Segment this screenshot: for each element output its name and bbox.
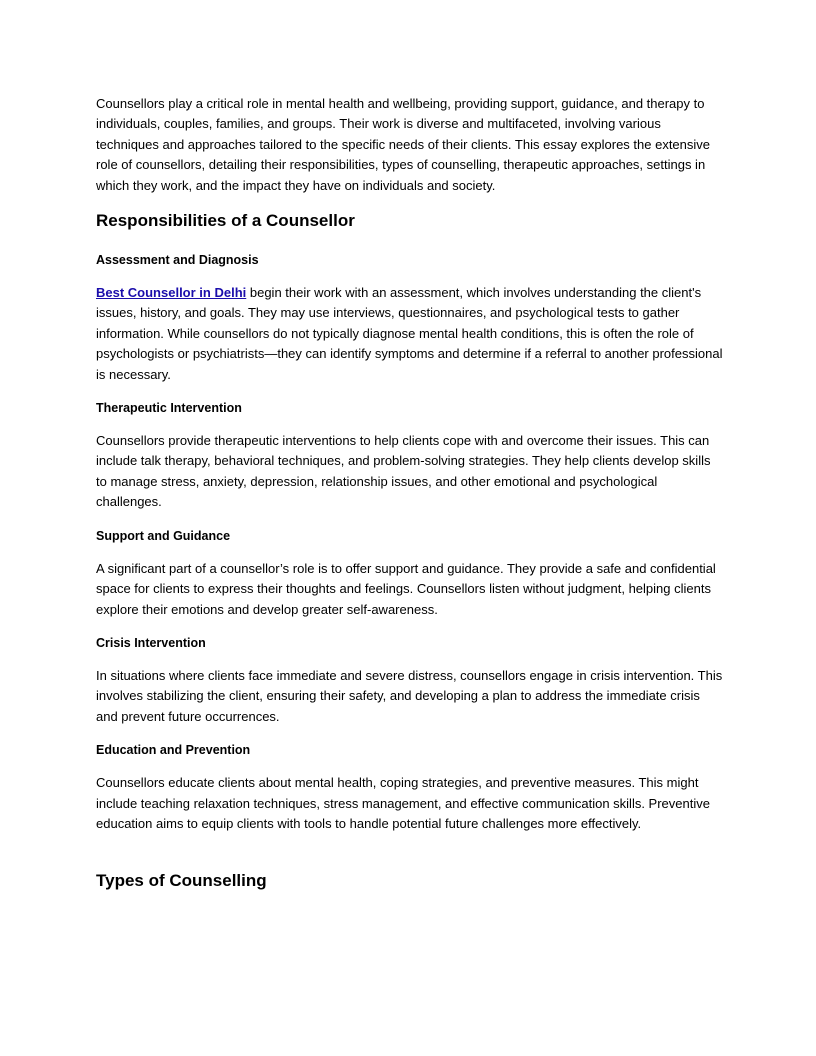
crisis-paragraph: In situations where clients face immediate and severe distress, counsellors engage in crisis intervention. This involves stabilizing the client, ensuring their safety, and developing a plan to address the immediate crisis and prevent future occurrences. [96, 667, 723, 724]
section-heading-types: Types of Counselling [96, 871, 267, 891]
therapeutic-paragraph: Counsellors provide therapeutic interventions to help clients cope with and overcome their issues. This can include talk therapy, behavioral techniques, and problem-solving strategies. They help clients develop skills to manage stress, anxiety, depression, relationship issues, and other emotional and psychological challenges. [96, 433, 711, 510]
subheading-assessment: Assessment and Diagnosis [96, 253, 259, 268]
assessment-body: begin their work with an assessment, which involves understanding the client's issues, history, and goals. They may use interviews, questionnaires, and psychological tests to gather information. While counsellors do not typically diagnose mental health conditions, this is often the role of psychologists or psychiatrists—they can identify symptoms and determine if a referral to another professional is necessary. [96, 285, 723, 382]
intro-paragraph: Counsellors play a critical role in mental health and wellbeing, providing support, guidance, and therapy to individuals, couples, families, and groups. Their work is diverse and multifaceted, involving various techniques and approaches tailored to the specific needs of their clients. This essay explores the extensive role of counsellors, detailing their responsibilities, types of counselling, therapeutic approaches, settings in which they work, and the impact they have on individuals and society. [96, 96, 711, 193]
document-page [96, 94, 724, 911]
support-paragraph: A significant part of a counsellor’s role is to offer support and guidance. They provide a safe and confidential space for clients to express their thoughts and feelings. Counsellors listen without judgment, helping clients explore their emotions and develop greater self-awareness. [96, 560, 716, 617]
subheading-education: Education and Prevention [96, 743, 251, 758]
education-paragraph: Counsellors educate clients about mental health, coping strategies, and preventive measures. This might include teaching relaxation techniques, stress management, and effective communication skills. Preventive education aims to equip clients with tools to handle potential future challenges more effectively. [96, 775, 710, 831]
section-heading-responsibilities: Responsibilities of a Counsellor [96, 211, 355, 231]
best-counsellor-link[interactable]: Best Counsellor in Delhi [96, 285, 247, 301]
subheading-therapeutic: Therapeutic Intervention [96, 401, 242, 416]
assessment-paragraph [96, 283, 724, 385]
subheading-crisis: Crisis Intervention [96, 635, 206, 650]
subheading-support: Support and Guidance [96, 528, 231, 543]
